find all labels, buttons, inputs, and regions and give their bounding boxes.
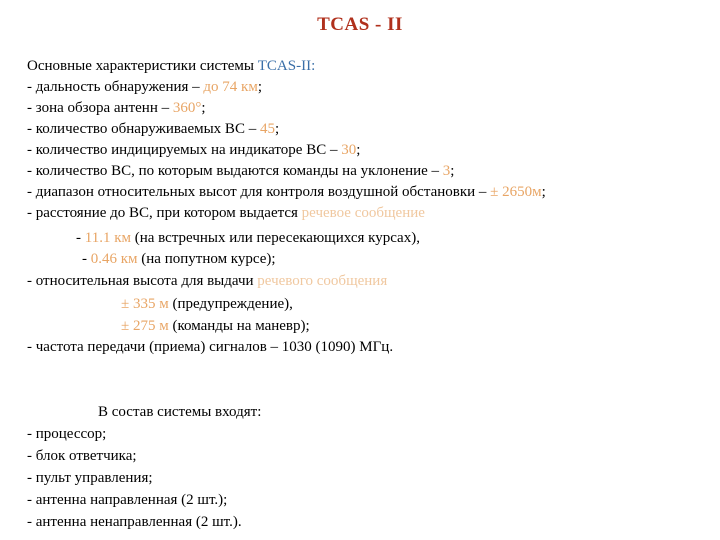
spec-distance-note: (на встречных или пересекающихся курсах), (130, 230, 420, 246)
spec-altitude-value: ± 2650м (490, 184, 542, 200)
spec-displayed (27, 140, 360, 160)
spec-displayed-value: 30 (341, 142, 357, 158)
composition-item: - процессор; (27, 426, 107, 442)
composition-item: - антенна ненаправленная (2 шт.). (27, 514, 242, 530)
spec-intro-text: Основные характеристики системы (27, 58, 258, 74)
composition-item: - пульт управления; (27, 470, 153, 486)
spec-range-suffix: ; (257, 79, 262, 95)
spec-distance-item (76, 228, 420, 248)
spec-zone-label: - зона обзора антенн – (27, 100, 173, 116)
list-dash: - (82, 251, 91, 267)
spec-altitude (27, 182, 546, 202)
spec-altitude-suffix: ; (541, 184, 546, 200)
spec-detected-value: 45 (259, 121, 275, 137)
spec-relalt-note: (предупреждение), (168, 296, 293, 312)
spec-altitude-label: - диапазон относительных высот для контроля воздушной обстановки – (27, 184, 491, 200)
spec-evasion-value: 3 (442, 163, 451, 179)
spec-detected (27, 119, 279, 139)
spec-relalt-label: - относительная высота для выдачи (27, 273, 258, 289)
spec-distance-note: (на попутном курсе); (137, 251, 276, 267)
composition-item: - блок ответчика; (27, 448, 137, 464)
spec-relalt-item (121, 294, 293, 314)
voice-message-highlight: речевого сообщения (257, 273, 388, 289)
spec-evasion (27, 161, 454, 181)
composition-item: - антенна направленная (2 шт.); (27, 492, 228, 508)
spec-range-value: до 74 км (203, 79, 258, 95)
list-dash: - (76, 230, 85, 246)
spec-relalt-value: ± 335 м (121, 296, 169, 312)
spec-zone-value: 360° (172, 100, 202, 116)
spec-intro-colon: : (311, 58, 316, 74)
spec-displayed-suffix: ; (356, 142, 361, 158)
spec-relalt-note: (команды на маневр); (168, 318, 310, 334)
spec-relalt-value: ± 275 м (121, 318, 169, 334)
spec-zone-suffix: ; (201, 100, 206, 116)
spec-displayed-label: - количество индицируемых на индикаторе ВС – (27, 142, 342, 158)
spec-frequency: - частота передачи (приема) сигналов – 1030 (1090) МГц. (27, 339, 394, 355)
spec-distance-value: 11.1 км (84, 230, 131, 246)
spec-evasion-suffix: ; (450, 163, 455, 179)
system-name: TCAS-II (257, 58, 312, 74)
spec-intro (27, 56, 315, 76)
spec-range (27, 77, 262, 97)
spec-distance-item (82, 249, 276, 269)
spec-relalt-item (121, 316, 310, 336)
spec-evasion-label: - количество ВС, по которым выдаются команды на уклонение – (27, 163, 443, 179)
spec-detected-label: - количество обнаруживаемых ВС – (27, 121, 260, 137)
spec-detected-suffix: ; (274, 121, 280, 137)
voice-message-highlight: речевое сообщение (301, 205, 425, 221)
page-title: TCAS - II (317, 14, 403, 35)
composition-heading: В состав системы входят: (98, 404, 262, 420)
spec-range-label: - дальность обнаружения – (27, 79, 204, 95)
spec-zone (27, 98, 206, 118)
spec-relative-altitude (27, 271, 387, 291)
spec-distance (27, 203, 425, 223)
spec-distance-label: - расстояние до ВС, при котором выдается (27, 205, 302, 221)
spec-distance-value: 0.46 км (90, 251, 138, 267)
